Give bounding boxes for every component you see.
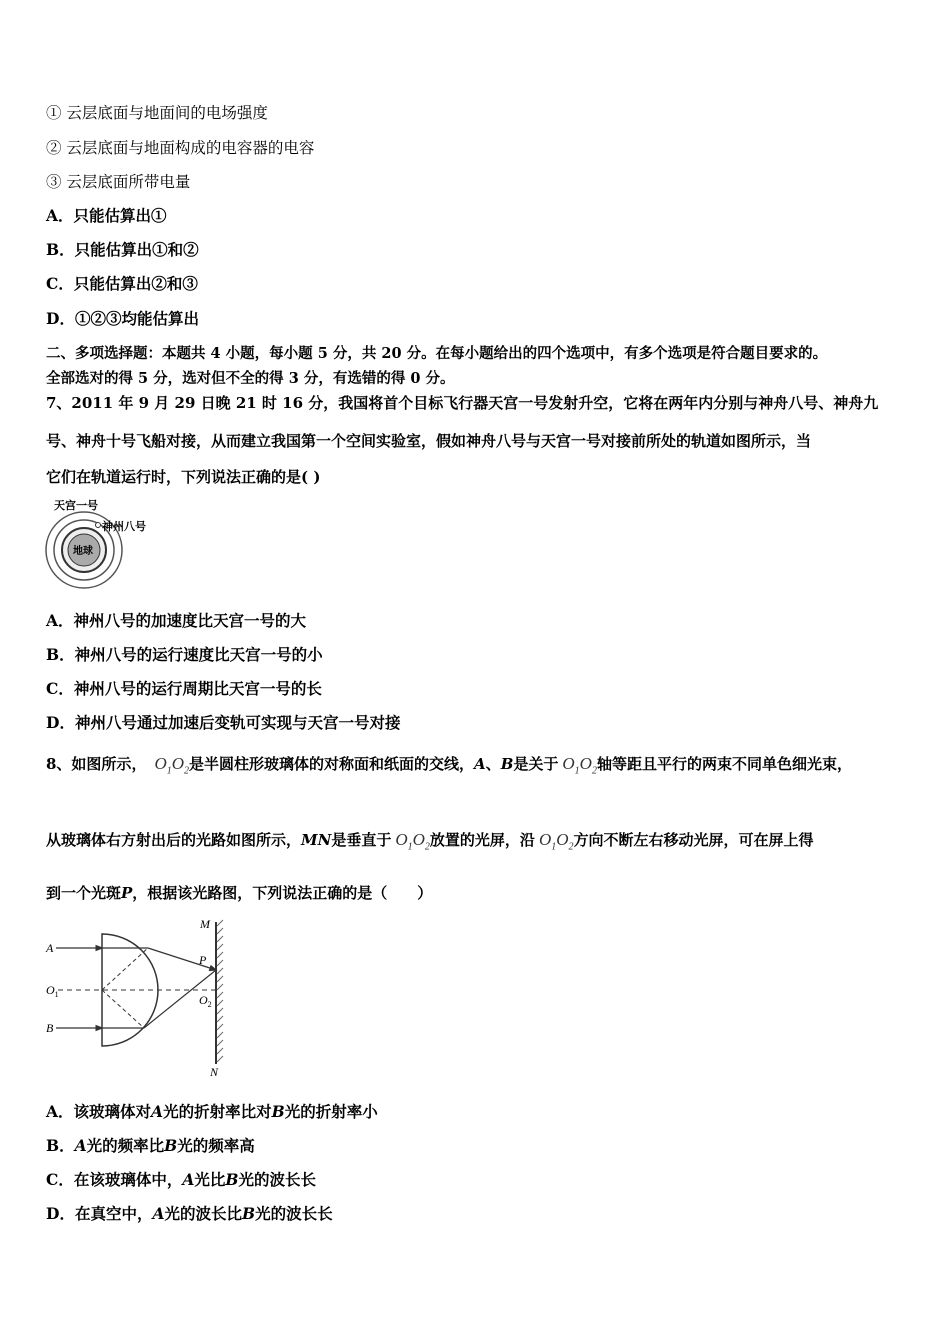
optics-figure	[44, 914, 244, 1084]
q6-option-d: D．①②③均能估算出	[46, 309, 199, 328]
label-shenzhou: 神州八号	[102, 521, 146, 533]
normal-b	[102, 990, 144, 1028]
o1o2-symbol: $O_1O_2$	[538, 830, 574, 853]
statement-3: ③ 云层底面所带电量	[46, 173, 191, 191]
label-m: M	[200, 917, 210, 931]
shenzhou-dot	[96, 523, 101, 528]
q7-text-line3: 它们在轨道运行时，下列说法正确的是( )	[46, 468, 321, 486]
statement-2: ② 云层底面与地面构成的电容器的电容	[46, 139, 315, 157]
q6-option-c: C．只能估算出②和③	[46, 274, 198, 293]
label-n: N	[210, 1065, 219, 1079]
label-p: P	[199, 953, 207, 967]
q7-text-line1: 7、2011 年 9 月 29 日晚 21 时 16 分，我国将首个目标飞行器天宫一号发射升空，它将在两年内分别与神舟八号、神舟九	[46, 394, 879, 412]
label-tiangong: 天宫一号	[54, 500, 98, 512]
section-header-line2: 全部选对的得 5 分，选对但不全的得 3 分，有选错的得 0 分。	[46, 370, 455, 387]
o1o2-symbol: $O_1O_2$	[154, 754, 190, 777]
label-o1: $O_1$	[46, 983, 59, 999]
q8-option-b: B．A光的频率比B光的频率高	[46, 1136, 255, 1155]
normal-a	[102, 948, 148, 990]
q7-option-d: D．神州八号通过加速后变轨可实现与天宫一号对接	[46, 713, 401, 732]
section-header-line1: 二、多项选择题：本题共 4 小题，每小题 5 分，共 20 分。在每小题给出的四个选项中，有多个选项是符合题目要求的。	[46, 345, 828, 362]
label-earth: 地球	[73, 546, 93, 557]
label-o2: $O_2$	[199, 993, 212, 1009]
q7-option-c: C．神州八号的运行周期比天宫一号的长	[46, 679, 322, 698]
q8-option-d: D．在真空中，A光的波长比B光的波长长	[46, 1204, 333, 1223]
label-a: A	[46, 941, 54, 955]
q8-text-line3: 到一个光斑P，根据该光路图，下列说法正确的是（ ）	[46, 884, 433, 902]
label-b: B	[46, 1021, 54, 1035]
orbit-figure	[40, 494, 170, 594]
o1o2-symbol: $O_1O_2$	[562, 754, 597, 777]
q8-text-line1: 8、如图所示， $O_1O_2$是半圆柱形玻璃体的对称面和纸面的交线，A、B是关于 $O_1O_2$轴等距且平行的两束不同单色细光束，	[46, 754, 852, 777]
q7-option-b: B．神州八号的运行速度比天宫一号的小	[46, 645, 323, 664]
q8-text-line2: 从玻璃体右方射出后的光路如图所示，MN是垂直于 $O_1O_2$放置的光屏，沿 $O_1O_2$方向不断左右移动光屏，可在屏上得	[46, 830, 814, 853]
o1o2-symbol: $O_1O_2$	[395, 830, 430, 853]
q8-option-c: C．在该玻璃体中，A光比B光的波长长	[46, 1170, 317, 1189]
statement-1: ① 云层底面与地面间的电场强度	[46, 104, 268, 122]
q6-option-a: A．只能估算出①	[46, 206, 167, 225]
q8-option-a: A．该玻璃体对A光的折射率比对B光的折射率小	[46, 1102, 378, 1121]
q6-option-b: B．只能估算出①和②	[46, 240, 199, 259]
q7-text-line2: 号、神舟十号飞船对接，从而建立我国第一个空间实验室，假如神舟八号与天宫一号对接前所处的轨道如图所示，当	[46, 432, 812, 450]
q7-option-a: A．神州八号的加速度比天宫一号的大	[46, 611, 307, 630]
